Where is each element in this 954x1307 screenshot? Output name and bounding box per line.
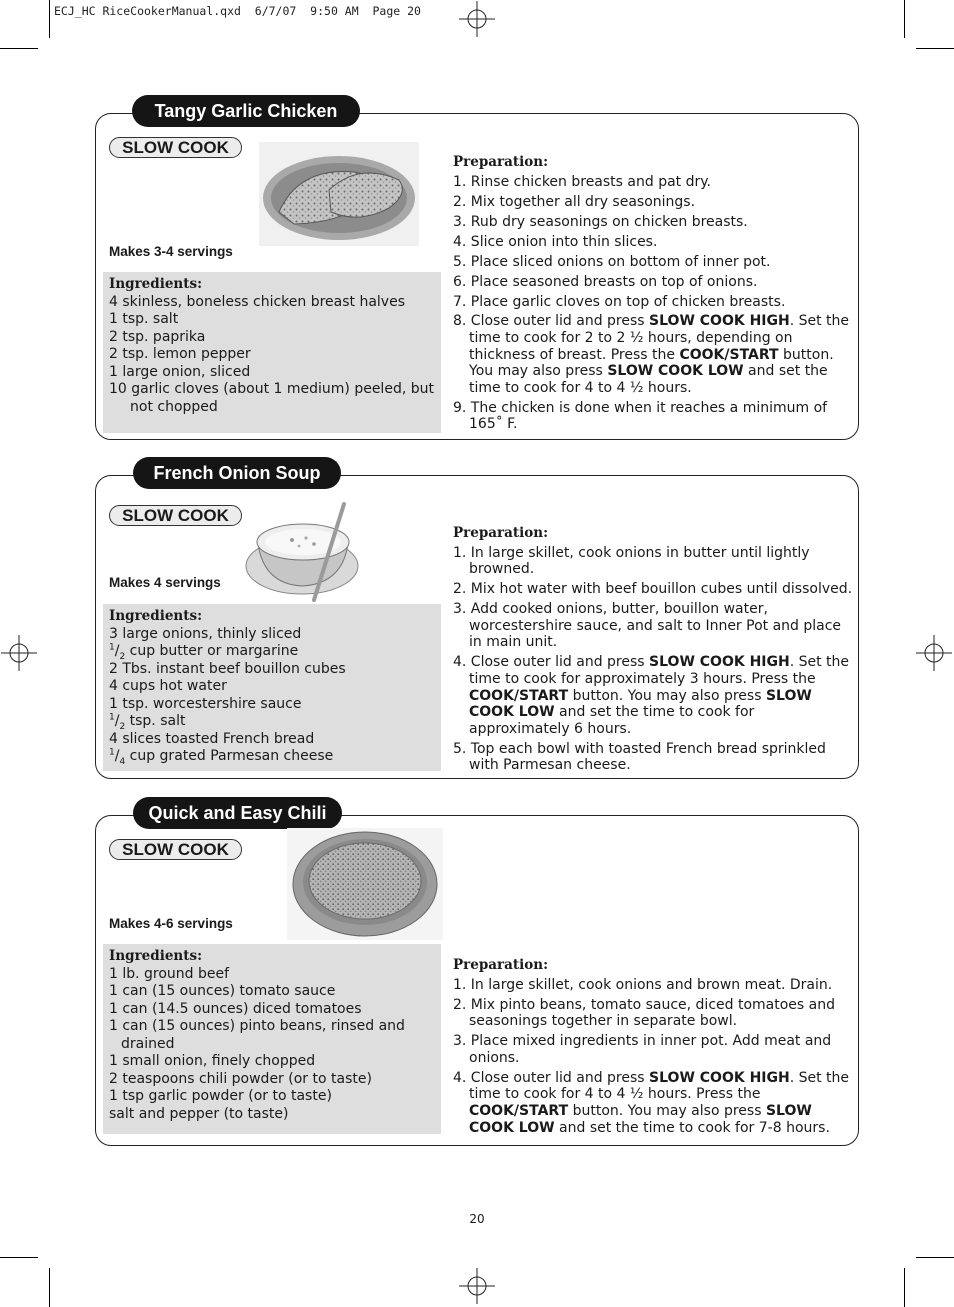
crop-mark <box>49 1268 50 1307</box>
preparation-step: 1. Rinse chicken breasts and pat dry. <box>453 173 711 190</box>
registration-mark-icon <box>459 1 495 37</box>
ingredient-item: 1 tsp. worcestershire sauce <box>109 695 302 712</box>
crop-mark <box>49 0 50 38</box>
ingredient-item: 4 cups hot water <box>109 678 227 694</box>
preparation-section <box>453 154 857 436</box>
crop-mark <box>916 1257 954 1258</box>
ingredient-item: 2 tsp. paprika <box>109 328 206 345</box>
slow-cook-badge: SLOW COOK <box>109 505 242 526</box>
ingredient-item: 4 slices toasted French bread <box>109 730 315 747</box>
preparation-step: 3. Add cooked onions, butter, bouillon water, worcestershire sauce, and salt to Inner Pot and place in main unit. <box>453 601 842 651</box>
ingredients-heading: Ingredients: <box>109 948 203 964</box>
ingredients-box <box>103 944 441 1134</box>
preparation-step: 1. In large skillet, cook onions and brown meat. Drain. <box>453 976 833 993</box>
preparation-steps <box>453 977 857 1137</box>
chili-plate-illustration <box>287 828 443 940</box>
recipe-title: Quick and Easy Chili <box>133 797 342 829</box>
preparation-heading: Preparation: <box>453 957 549 973</box>
ingredient-item: 1 can (15 ounces) tomato sauce <box>109 983 336 999</box>
ingredient-item: 2 Tbs. instant beef bouillon cubes <box>109 660 346 677</box>
print-slug: ECJ_HC RiceCookerManual.qxd 6/7/07 9:50 AM Page 20 <box>54 4 421 18</box>
preparation-step: 6. Place seasoned breasts on top of onions. <box>453 273 758 290</box>
preparation-section <box>453 525 857 777</box>
soup-bowl-illustration <box>244 494 370 602</box>
preparation-step: 2. Mix hot water with beef bouillon cubes until dissolved. <box>453 581 853 598</box>
ingredient-item: 3 large onions, thinly sliced <box>109 625 302 642</box>
preparation-heading: Preparation: <box>453 525 549 541</box>
ingredient-item: $^1/_2$ cup butter or margarine <box>109 642 299 662</box>
ingredient-item: salt and pepper (to taste) <box>109 1105 289 1122</box>
ingredient-item: 1 lb. ground beef <box>109 965 230 982</box>
ingredients-box <box>103 604 441 771</box>
slow-cook-badge: SLOW COOK <box>109 137 242 158</box>
ingredients-heading: Ingredients: <box>109 276 203 292</box>
preparation-step: 1. In large skillet, cook onions in butter until lightly browned. <box>453 544 810 578</box>
preparation-section <box>453 957 857 1140</box>
crop-mark <box>904 1268 905 1307</box>
servings-label: Makes 4-6 servings <box>109 916 233 931</box>
preparation-steps <box>453 545 857 774</box>
preparation-step: 2. Mix together all dry seasonings. <box>453 193 696 210</box>
registration-mark-icon <box>459 1268 495 1304</box>
ingredients-box <box>103 272 441 433</box>
crop-mark <box>0 48 38 49</box>
preparation-step: 2. Mix pinto beans, tomato sauce, diced tomatoes and seasonings together in separate bowl. <box>453 996 835 1030</box>
preparation-step: 8. Close outer lid and press SLOW COOK HIGH. Set the time to cook for 2 to 2 ½ hours, depending on thickness of breast. Press the COOK/START button. You may also press SLOW COOK LOW and set the time to cook for 4 to 4 ½ hours. <box>453 313 850 396</box>
preparation-step: 7. Place garlic cloves on top of chicken breasts. <box>453 293 786 310</box>
preparation-step: 4. Slice onion into thin slices. <box>453 233 658 250</box>
ingredients-heading: Ingredients: <box>109 608 203 624</box>
ingredient-item: 2 tsp. lemon pepper <box>109 346 251 362</box>
ingredient-item: 1 can (15 ounces) pinto beans, rinsed and drained <box>109 1018 405 1052</box>
ingredient-item: $^1/_2$ tsp. salt <box>109 712 186 732</box>
registration-mark-icon <box>1 635 37 671</box>
preparation-steps <box>453 174 857 433</box>
crop-mark <box>0 1257 38 1258</box>
preparation-step: 5. Place sliced onions on bottom of inner pot. <box>453 253 771 270</box>
slow-cook-badge: SLOW COOK <box>109 839 242 860</box>
ingredient-item: 1 large onion, sliced <box>109 363 251 380</box>
ingredient-item: 1 small onion, finely chopped <box>109 1053 316 1069</box>
page-number: 20 <box>469 1212 485 1226</box>
preparation-heading: Preparation: <box>453 154 549 170</box>
servings-label: Makes 3-4 servings <box>109 244 233 259</box>
preparation-step: 3. Rub dry seasonings on chicken breasts. <box>453 213 748 230</box>
ingredient-item: 4 skinless, boneless chicken breast halves <box>109 293 405 310</box>
crop-mark <box>904 0 905 38</box>
preparation-step: 9. The chicken is done when it reaches a minimum of 165˚ F. <box>453 399 828 433</box>
preparation-step: 3. Place mixed ingredients in inner pot. Add meat and onions. <box>453 1033 832 1066</box>
ingredient-item: 1 tsp. salt <box>109 311 179 327</box>
ingredient-item: 10 garlic cloves (about 1 medium) peeled, but not chopped <box>109 381 434 415</box>
crop-mark <box>916 48 954 49</box>
ingredient-item: 2 teaspoons chili powder (or to taste) <box>109 1070 372 1087</box>
ingredient-item: 1 tsp garlic powder (or to taste) <box>109 1088 332 1104</box>
chicken-breast-illustration <box>259 142 419 246</box>
preparation-step: 4. Close outer lid and press SLOW COOK HIGH. Set the time to cook for 4 to 4 ½ hours. Press the COOK/START button. You may also press SLOW COOK LOW and set the time to cook for 7-8 hours. <box>453 1069 850 1136</box>
recipe-title: Tangy Garlic Chicken <box>132 95 360 127</box>
servings-label: Makes 4 servings <box>109 575 221 590</box>
ingredient-item: $^1/_4$ cup grated Parmesan cheese <box>109 747 334 767</box>
preparation-step: 4. Close outer lid and press SLOW COOK HIGH. Set the time to cook for approximately 3 hours. Press the COOK/START button. You may also press SLOW COOK LOW and set the time to cook for approximately 6 hours. <box>453 654 850 737</box>
recipe-title: French Onion Soup <box>133 457 341 489</box>
preparation-step: 5. Top each bowl with toasted French bread sprinkled with Parmesan cheese. <box>453 740 826 774</box>
registration-mark-icon <box>916 635 952 671</box>
ingredient-item: 1 can (14.5 ounces) diced tomatoes <box>109 1000 362 1017</box>
